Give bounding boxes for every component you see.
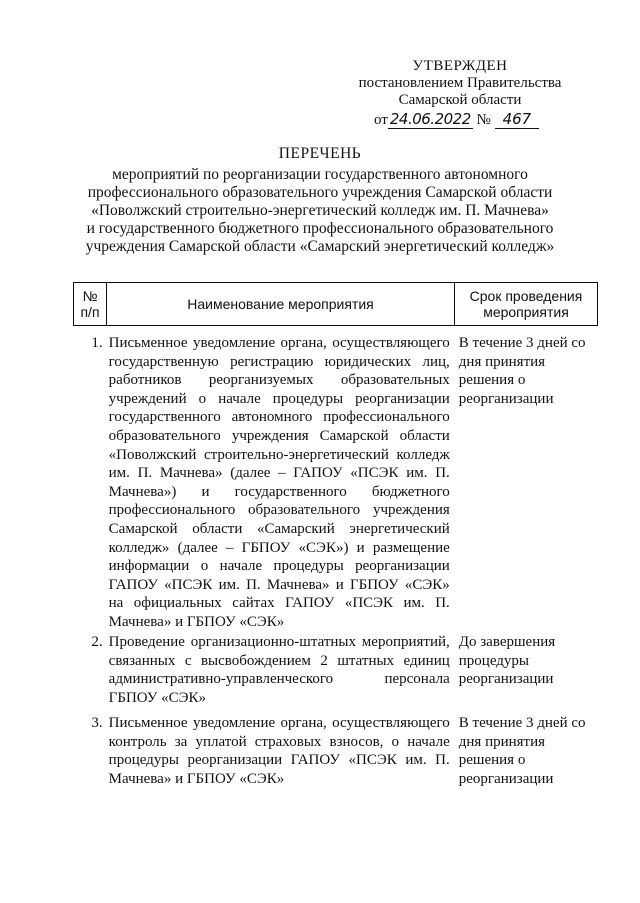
approval-line-1: постановлением Правительства xyxy=(358,75,562,91)
approval-heading: УТВЕРЖДЕН xyxy=(412,58,508,74)
measures-table-row3 xyxy=(73,714,598,788)
approval-reference xyxy=(374,110,539,129)
row-3-name: Письменное уведомление органа, осуществляющего контроль за уплатой страховых взносов, о начале процедуры реорганизации ГАПОУ «ПСЭК им. П. Мачнева» и ГБПОУ «СЭК» xyxy=(108,715,450,787)
table-row xyxy=(73,714,598,788)
row-1-term: В течение 3 дней со дня принятия решения о реорганизации xyxy=(458,335,586,407)
row-2-term: До завершения процедуры реорганизации xyxy=(458,634,556,688)
handwritten-number: 467 xyxy=(495,110,540,129)
approval-line-2: Самарской области xyxy=(398,92,522,108)
ref-from-prefix: от xyxy=(374,112,388,128)
title-line-5: учреждения Самарской области «Самарский энергетический колледж» xyxy=(85,238,555,255)
table-header-row xyxy=(74,283,598,326)
header-term: Срок проведения мероприятия xyxy=(455,283,598,326)
title-line-4: и государственного бюджетного профессионального образовательного xyxy=(86,220,554,237)
row-3-num: 3. xyxy=(91,715,103,731)
table-row xyxy=(73,334,598,632)
title-line-3: «Поволжский строительно-энергетический колледж им. П. Мачнева» xyxy=(91,202,549,219)
row-2-name: Проведение организационно-штатных мероприятий, связанных с высвобождением 2 штатных единиц административно-управленческого персонала ГБПОУ «СЭК» xyxy=(108,634,450,706)
header-name: Наименование мероприятия xyxy=(107,283,455,326)
header-num: № п/п xyxy=(74,283,107,326)
row-1-num: 1. xyxy=(91,335,103,351)
measures-table-row2 xyxy=(73,633,598,707)
document-title-block xyxy=(60,145,580,256)
measures-table-body xyxy=(73,334,598,632)
title-line-2: профессионального образовательного учреждения Самарской области xyxy=(87,184,553,201)
row-3-term: В течение 3 дней со дня принятия решения о реорганизации xyxy=(458,715,586,787)
document-title: ПЕРЕЧЕНЬ xyxy=(278,145,362,162)
handwritten-date: 24.06.2022 xyxy=(389,110,471,128)
row-1-name: Письменное уведомление органа, осуществляющего государственную регистрацию юридических лиц, работников реорганизуемых образовательных учреждений о начале процедуры реорганизации государственного автономного профессионального образовательного учреждения Самарской области «Поволжский строительно-энергетический колледж им. П. Мачнева» (далее – ГАПОУ «ПСЭК им. П. Мачнева») и государственного бюджетного профессионального образовательного учреждения Самарской области «Самарский энергетический колледж» (далее – ГБПОУ «СЭК») и размещение информации о начале процедуры реорганизации ГАПОУ «ПСЭК им. П. Мачнева» и ГБПОУ «СЭК» на официальных сайтах ГАПОУ «ПСЭК им. П. Мачнева» и ГБПОУ «СЭК» xyxy=(108,335,450,630)
table-row xyxy=(73,633,598,707)
row-2-num: 2. xyxy=(91,634,103,650)
approval-block xyxy=(350,58,570,109)
ref-number-sign: № xyxy=(476,112,491,128)
title-line-1: мероприятий по реорганизации государственного автономного xyxy=(112,166,528,183)
